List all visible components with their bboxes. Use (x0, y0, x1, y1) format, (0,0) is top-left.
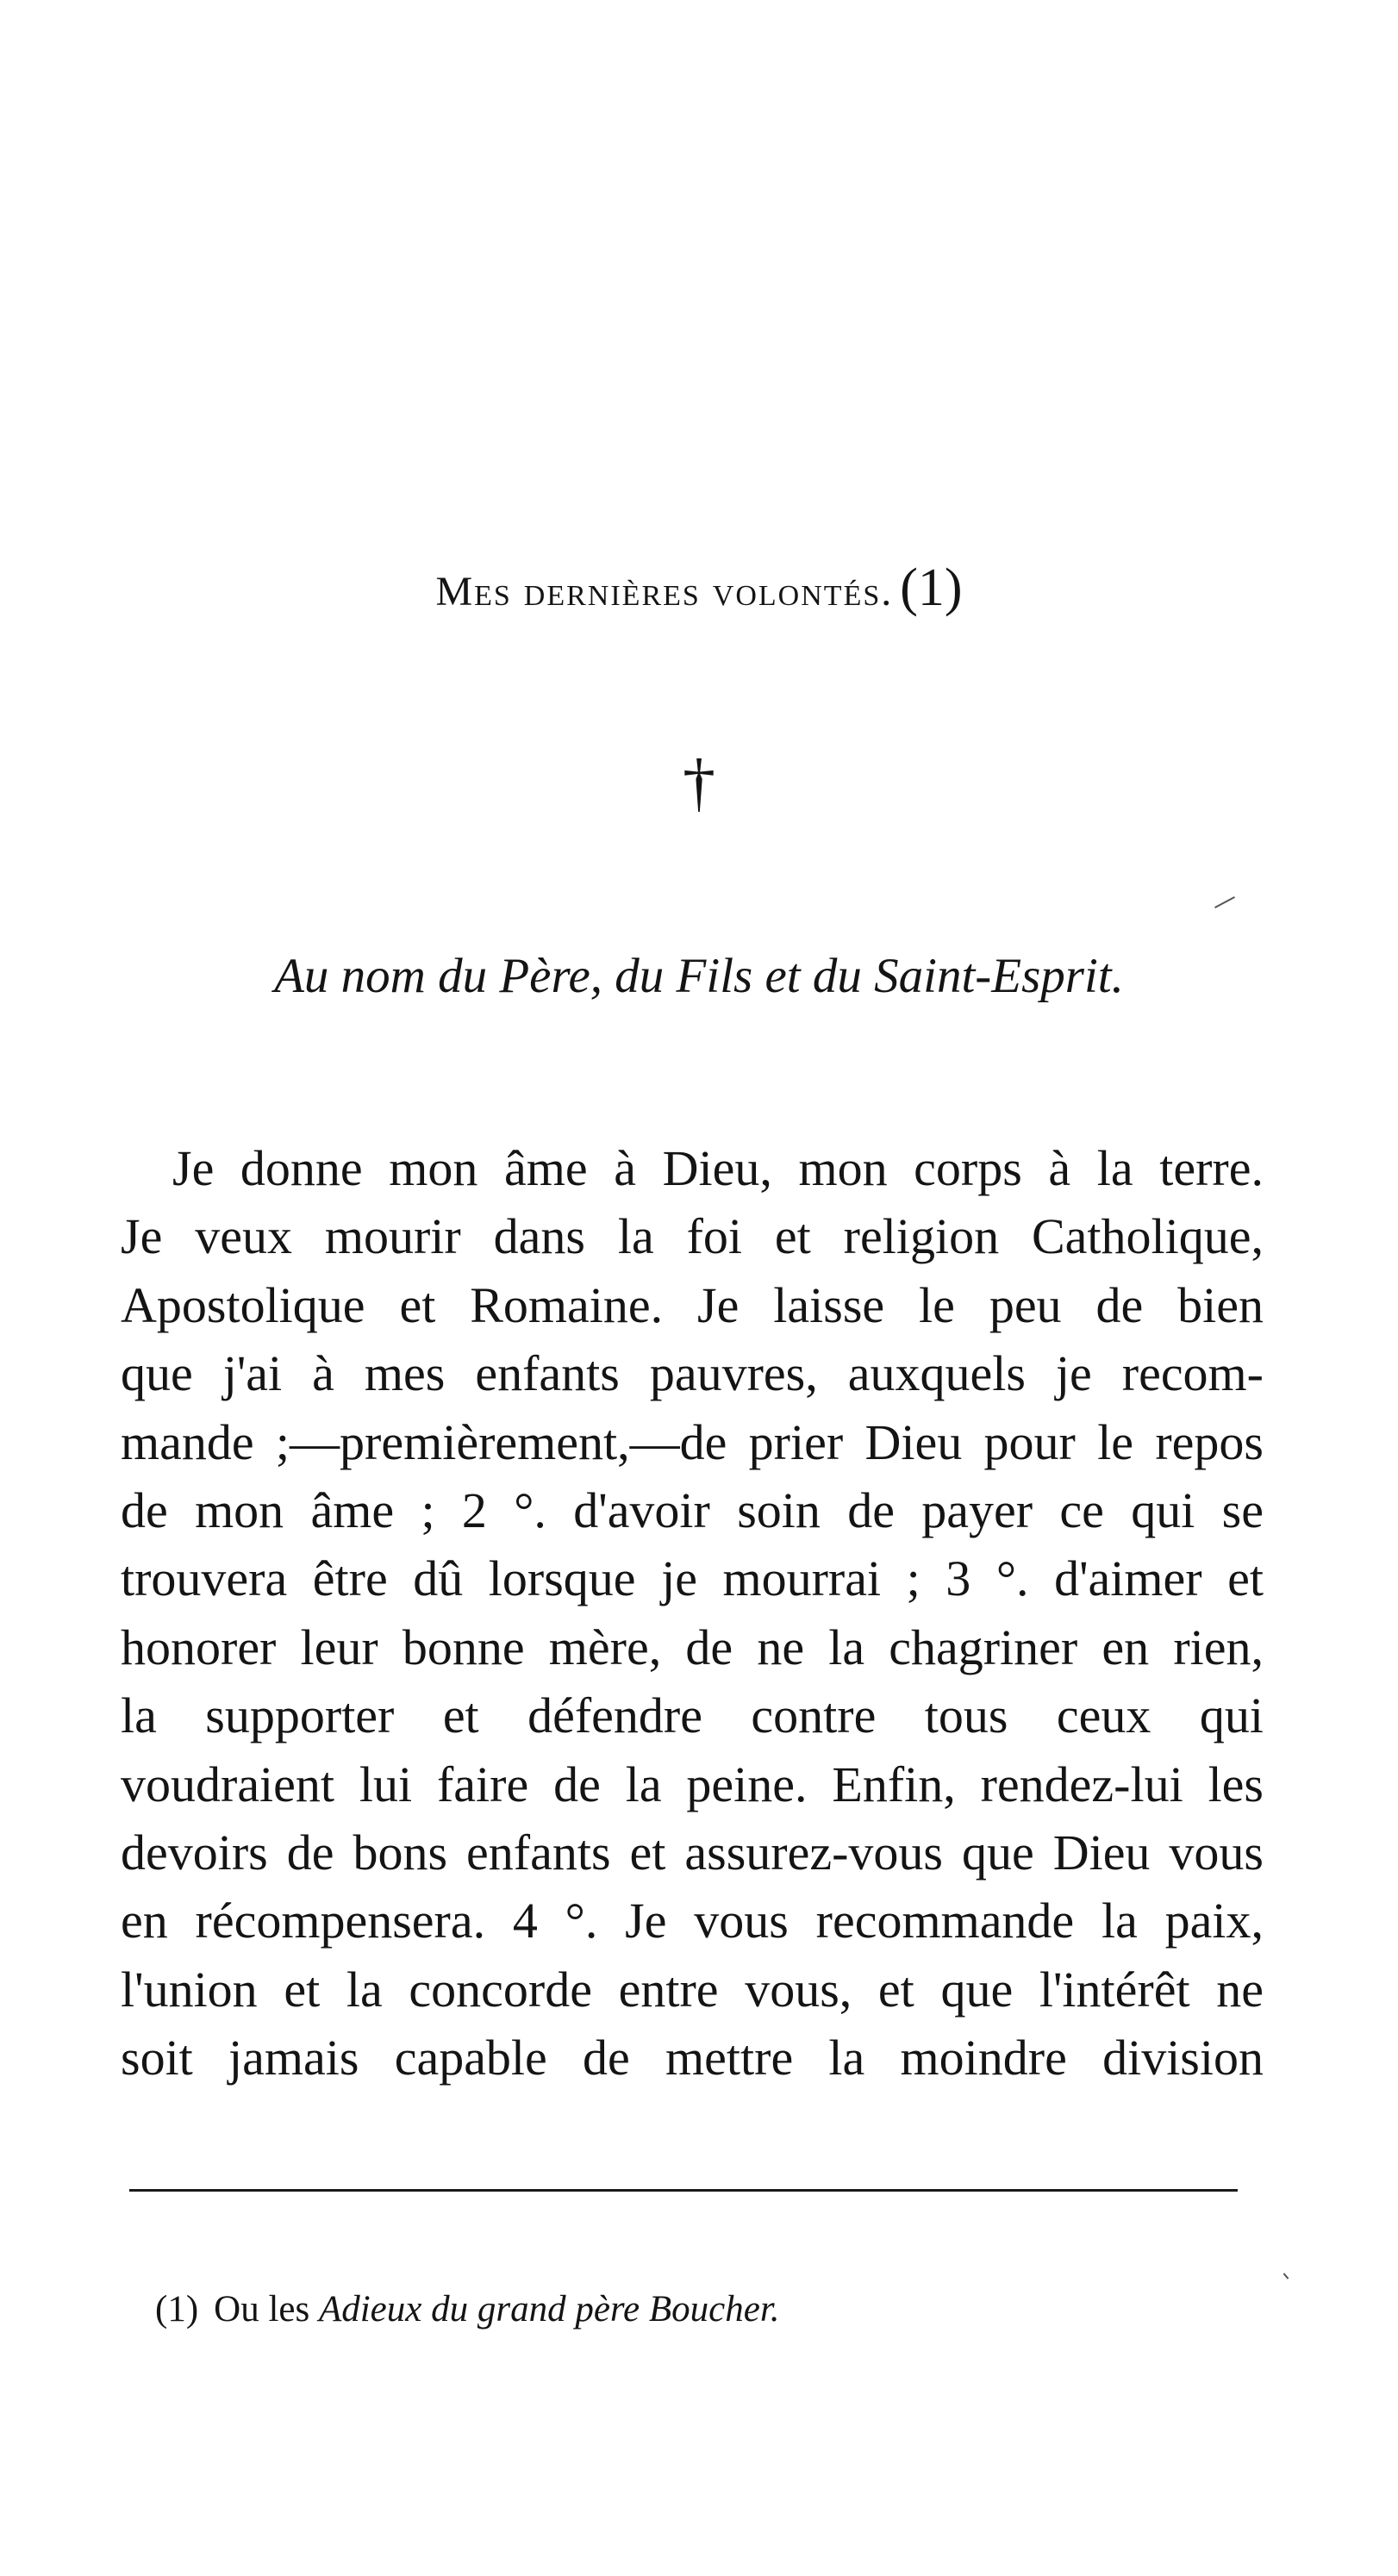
body-line: mande ;—premièrement,—de prier Dieu pour le repos (121, 1413, 1264, 1470)
footnote-text: Ou les (214, 2289, 310, 2330)
body-line: Je veux mourir dans la foi et religion Catholique, (121, 1208, 1264, 1265)
body-line: honorer leur bonne mère, de ne la chagriner en rien, (121, 1619, 1264, 1675)
body-line: Apostolique et Romaine. Je laisse le peu de bien (121, 1276, 1264, 1333)
print-speck (1214, 896, 1235, 908)
body-paragraph (121, 1134, 1264, 2092)
print-speck (1283, 2273, 1289, 2279)
footnote-marker: (1) (155, 2289, 199, 2330)
body-line: devoirs de bons enfants et assurez-vous que Dieu vous (121, 1824, 1264, 1881)
body-line: Je donne mon âme à Dieu, mon corps à la terre. (172, 1140, 1264, 1196)
body-line: en récompensera. 4 °. Je vous recommande la paix, (121, 1893, 1264, 1949)
body-line: de mon âme ; 2 °. d'avoir soin de payer ce qui se (121, 1481, 1264, 1538)
body-line: la supporter et défendre contre tous ceux qui (121, 1687, 1264, 1744)
body-line: soit jamais capable de mettre la moindre division (121, 2030, 1264, 2086)
footnote-divider (129, 2189, 1238, 2192)
cross-symbol: † (683, 746, 715, 819)
body-line: l'union et la concorde entre vous, et que l'intérêt ne (121, 1961, 1264, 2018)
heading-title: Mes dernières volontés. (435, 569, 894, 614)
footnote (155, 2284, 780, 2336)
footnote-italic-text: Adieux du grand père Boucher. (318, 2289, 780, 2330)
invocation-line: Au nom du Père, du Fils et du Saint-Esprit. (274, 949, 1124, 1003)
body-line: que j'ai à mes enfants pauvres, auxquels je recom- (121, 1345, 1264, 1402)
body-line: trouvera être dû lorsque je mourrai ; 3 °. d'aimer et (121, 1550, 1264, 1607)
page-heading (0, 557, 1398, 623)
body-line: voudraient lui faire de la peine. Enfin, rendez-lui les (121, 1756, 1264, 1812)
heading-footnote-ref: (1) (900, 558, 963, 617)
